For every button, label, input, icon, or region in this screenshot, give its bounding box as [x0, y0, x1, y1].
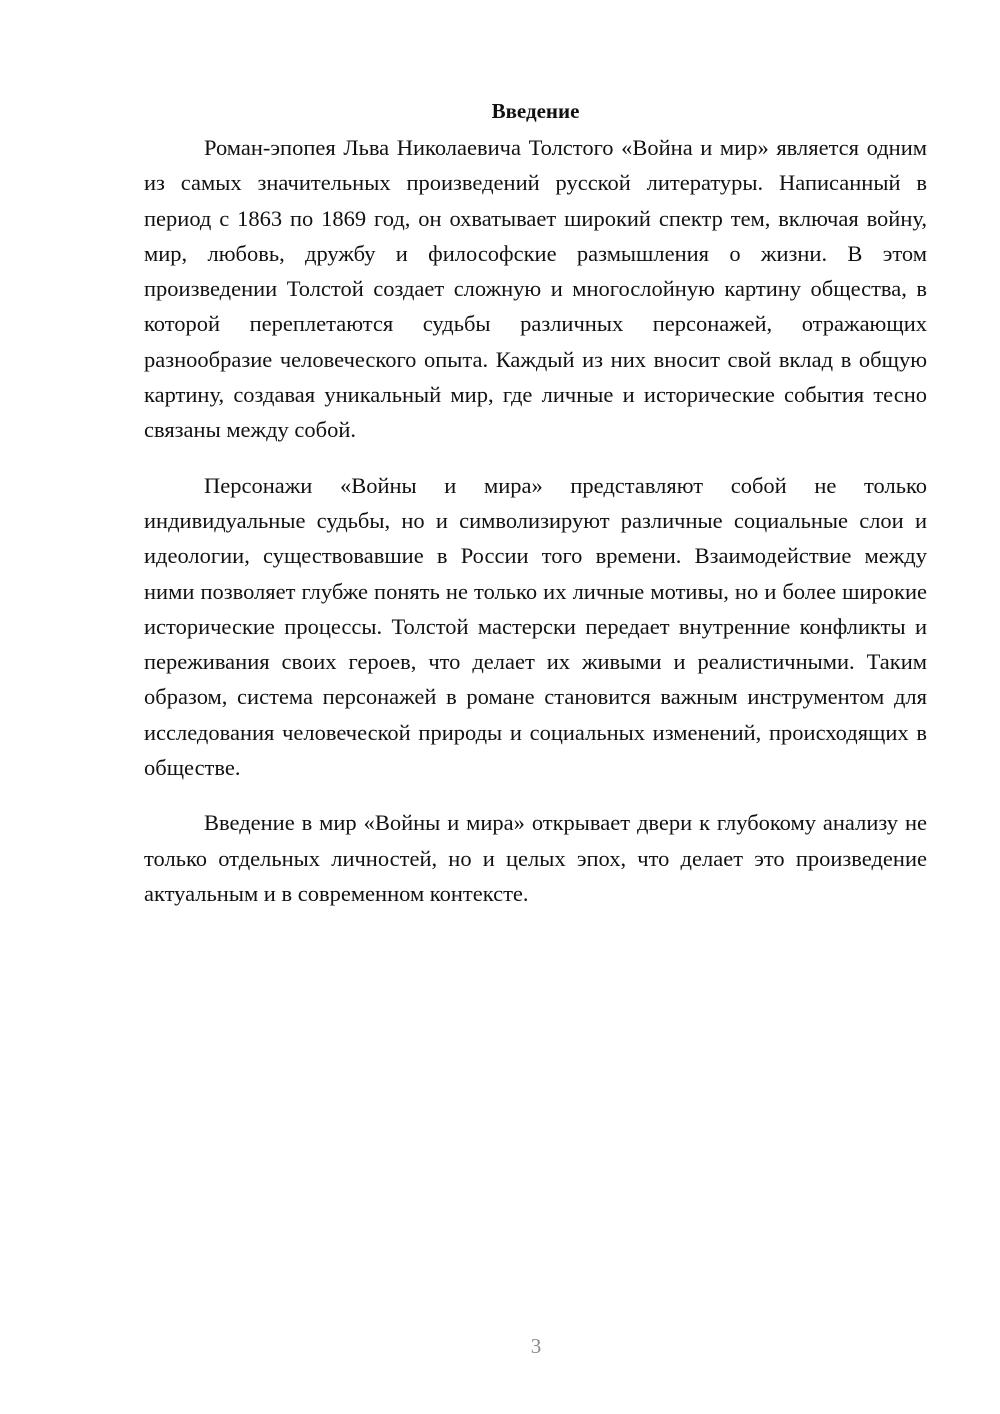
paragraph-2: Персонажи «Войны и мира» представляют собой не только индивидуальные судьбы, но и символизируют различные социальные слои и идеологии, существовавшие в России того времени. Взаимодействие между ними позволяет глубже понять не только их личные мотивы, но и более широкие исторические процессы. Толстой мастерски передает внутренние конфликты и переживания своих героев, что делает их живыми и реалистичными. Таким образом, система персонажей в романе становится важным инструментом для исследования человеческой природы и социальных изменений, происходящих в обществе. — [144, 472, 927, 781]
page-number: 3 — [530, 1334, 542, 1358]
paragraph-1: Роман-эпопея Льва Николаевича Толстого «Война и мир» является одним из самых значительных произведений русской литературы. Написанный в период с 1863 по 1869 год, он охватывает широкий спектр тем, включая войну, мир, любовь, дружбу и философские размышления о жизни. В этом произведении Толстой создает сложную и многослойную картину общества, в которой переплетаются судьбы различных персонажей, отражающих разнообразие человеческого опыта. Каждый из них вносит свой вклад в общую картину, создавая уникальный мир, где личные и исторические события тесно связаны между собой. — [144, 135, 927, 443]
page-content — [144, 96, 927, 931]
section-heading: Введение — [491, 99, 580, 123]
paragraph-3: Введение в мир «Войны и мира» открывает двери к глубокому анализу не только отдельных личностей, но и целых эпох, что делает это произведение актуальным и в современном контексте. — [144, 810, 927, 906]
